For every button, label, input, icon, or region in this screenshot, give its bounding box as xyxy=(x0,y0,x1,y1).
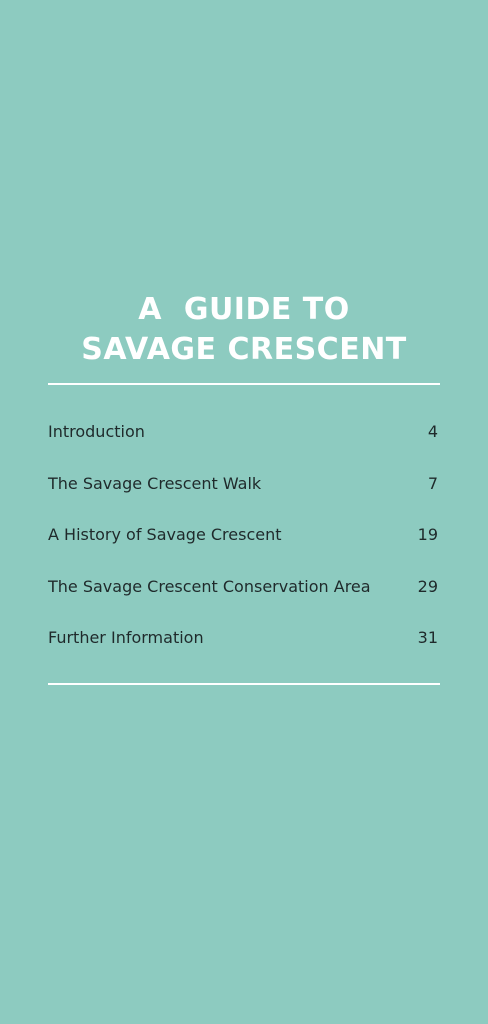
top-divider xyxy=(48,383,440,385)
toc-item-label: Introduction xyxy=(48,422,145,441)
toc-item-label: A History of Savage Crescent xyxy=(48,525,282,544)
toc-item-page-number: 19 xyxy=(417,525,438,544)
toc-item-label: The Savage Crescent Walk xyxy=(48,473,262,493)
toc-item-page-number: 29 xyxy=(417,576,438,596)
toc-item-further-information[interactable] xyxy=(48,624,438,676)
page-title xyxy=(0,290,488,370)
toc-item-page-number: 31 xyxy=(417,628,438,647)
toc-item-label: The Savage Crescent Conservation Area xyxy=(48,576,371,596)
toc-item-walk[interactable] xyxy=(48,470,438,522)
table-of-contents xyxy=(48,418,438,676)
bottom-divider xyxy=(48,683,440,685)
title-line-2: SAVAGE CRESCENT xyxy=(81,332,407,367)
toc-item-history[interactable] xyxy=(48,521,438,573)
toc-item-conservation-area[interactable] xyxy=(48,573,438,625)
title-line-1: A GUIDE TO xyxy=(138,292,350,327)
toc-item-introduction[interactable] xyxy=(48,418,438,470)
toc-item-page-number: 4 xyxy=(427,422,438,441)
toc-item-label: Further Information xyxy=(48,628,204,647)
toc-item-page-number: 7 xyxy=(427,473,438,493)
